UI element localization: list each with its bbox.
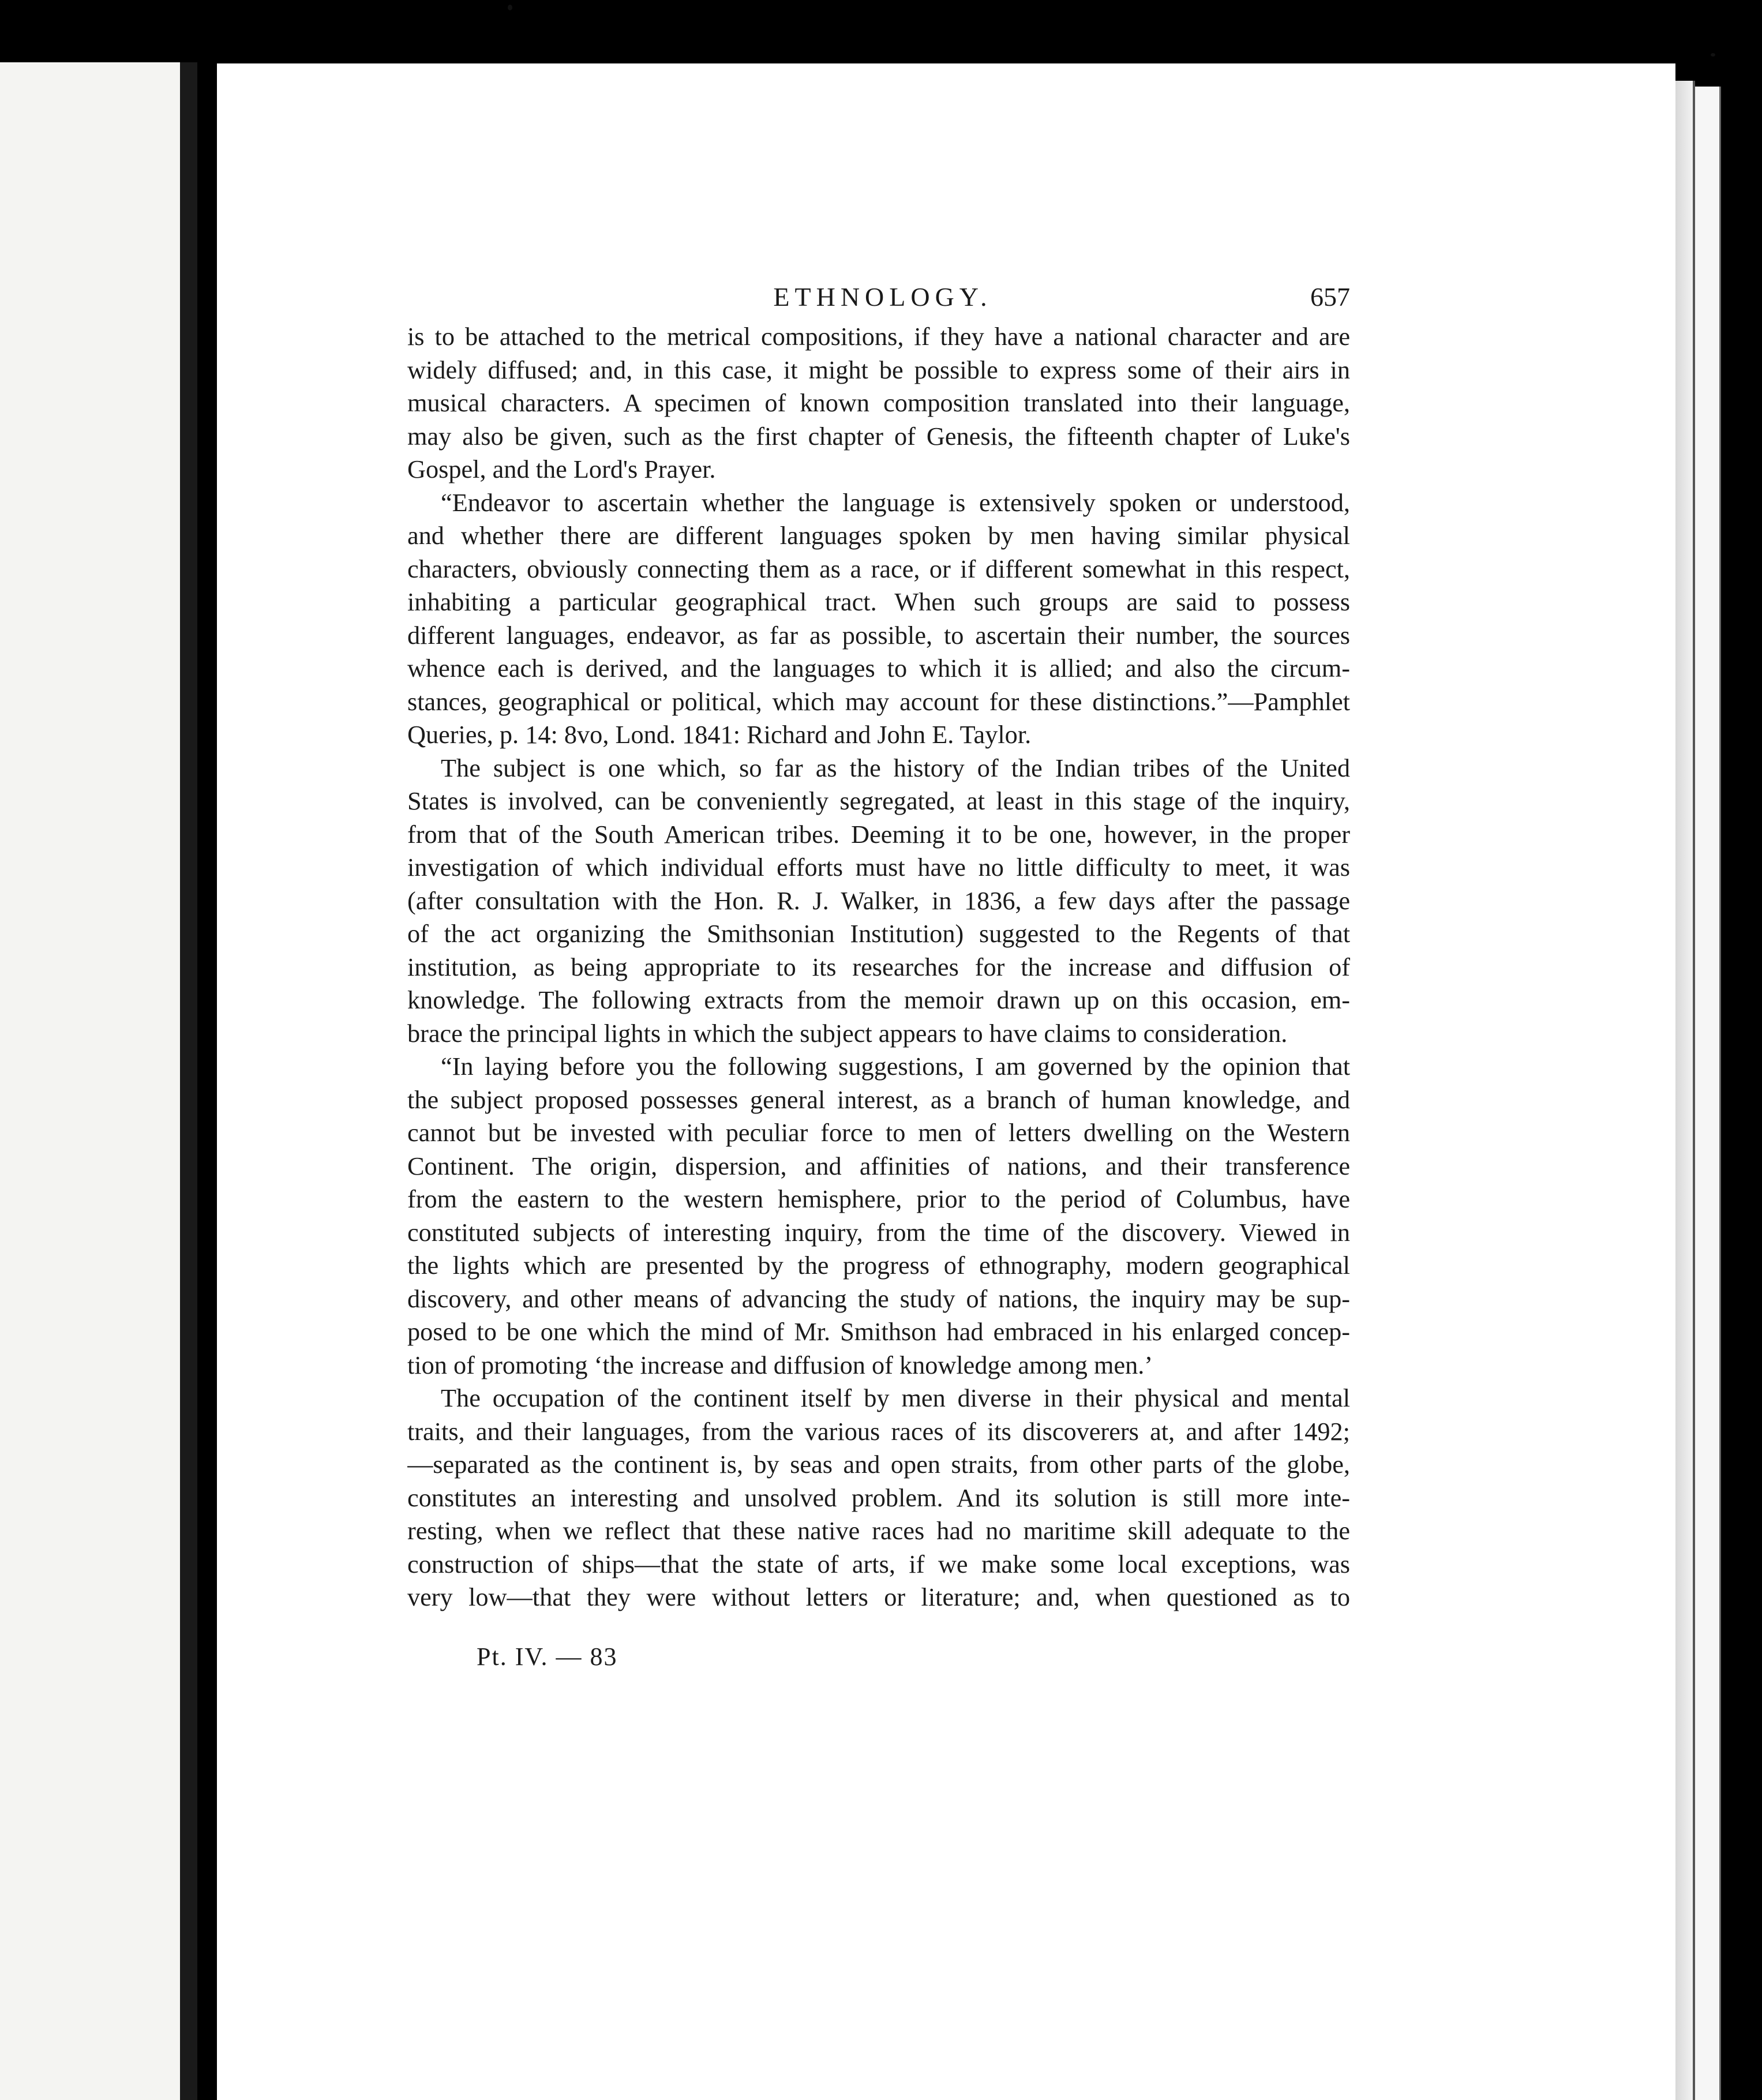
- text-line: brace the principal lights in which the subject appears to have claims to consideration.: [407, 1019, 1288, 1048]
- text-line: resting, when we reflect that these native races had no maritime skill adequate to the: [407, 1517, 1350, 1545]
- scan-speck: [508, 5, 512, 10]
- text-line: tion of promoting ‘the increase and diffusion of knowledge among men.’: [407, 1351, 1153, 1379]
- text-line: musical characters. A specimen of known composition translated into their language,: [407, 389, 1350, 417]
- scan-speck: [1711, 53, 1715, 57]
- text-line: The subject is one which, so far as the history of the Indian tribes of the United: [441, 753, 1350, 782]
- text-line: “Endeavor to ascertain whether the language is extensively spoken or understood,: [441, 488, 1350, 517]
- text-line: discovery, and other means of advancing the study of nations, the inquiry may be sup-: [407, 1284, 1350, 1313]
- text-line: may also be given, such as the first chapter of Genesis, the fifteenth chapter of Luke's: [407, 422, 1350, 451]
- text-line: is to be attached to the metrical compositions, if they have a national character and are: [407, 322, 1350, 351]
- book-gutter: [180, 62, 197, 2100]
- text-line: constitutes an interesting and unsolved problem. And its solution is still more inte-: [407, 1483, 1350, 1512]
- text-line: whence each is derived, and the languages to which it is allied; and also the circum-: [407, 654, 1350, 682]
- text-line: “In laying before you the following suggestions, I am governed by the opinion that: [441, 1052, 1350, 1081]
- text-line: investigation of which individual efforts must have no little difficulty to meet, it was: [407, 853, 1350, 882]
- page-edge-line: [1719, 87, 1721, 2100]
- signature-mark: Pt. IV. — 83: [477, 1642, 618, 1671]
- facing-page: [0, 62, 180, 2100]
- text-line: from that of the South American tribes. Deeming it to be one, however, in the proper: [407, 820, 1350, 849]
- text-line: constituted subjects of interesting inquiry, from the time of the discovery. Viewed in: [407, 1218, 1350, 1247]
- text-line: (after consultation with the Hon. R. J. Walker, in 1836, a few days after the passage: [407, 886, 1350, 915]
- text-line: The occupation of the continent itself by men diverse in their physical and mental: [441, 1384, 1350, 1412]
- text-line: Gospel, and the Lord's Prayer.: [407, 455, 716, 483]
- text-line: from the eastern to the western hemisphere, prior to the period of Columbus, have: [407, 1185, 1350, 1213]
- text-line: construction of ships—that the state of arts, if we make some local exceptions, was: [407, 1550, 1350, 1578]
- next-page-edge: [1695, 87, 1719, 2100]
- text-line: States is involved, can be conveniently segregated, at least in this stage of the inquiry,: [407, 787, 1350, 815]
- paragraph: [407, 486, 1350, 752]
- text-line: Queries, p. 14: 8vo, Lond. 1841: Richard and John E. Taylor.: [407, 721, 1032, 749]
- page-number: 657: [1310, 282, 1350, 312]
- body-text: [407, 320, 1350, 1614]
- text-line: widely diffused; and, in this case, it might be possible to express some of their airs in: [407, 355, 1350, 384]
- paragraph: [407, 752, 1350, 1051]
- text-line: of the act organizing the Smithsonian Institution) suggested to the Regents of that: [407, 920, 1350, 948]
- text-line: different languages, endeavor, as far as possible, to ascertain their number, the sources: [407, 621, 1350, 650]
- text-line: institution, as being appropriate to its researches for the increase and diffusion of: [407, 952, 1350, 981]
- paragraph: [407, 320, 1350, 486]
- text-line: traits, and their languages, from the various races of its discoverers at, and after 1492;: [407, 1417, 1350, 1446]
- text-line: characters, obviously connecting them as a race, or if different somewhat in this respect,: [407, 554, 1350, 583]
- paragraph: [407, 1050, 1350, 1382]
- paragraph: [407, 1382, 1350, 1614]
- text-line: the lights which are presented by the progress of ethnography, modern geographical: [407, 1251, 1350, 1280]
- text-line: inhabiting a particular geographical tract. When such groups are said to possess: [407, 588, 1350, 616]
- text-line: knowledge. The following extracts from the memoir drawn up on this occasion, em-: [407, 986, 1350, 1014]
- text-line: cannot but be invested with peculiar force to men of letters dwelling on the Western: [407, 1119, 1350, 1147]
- page-edge-shadow: [1675, 81, 1693, 2100]
- text-line: Continent. The origin, dispersion, and affinities of nations, and their transference: [407, 1152, 1350, 1180]
- running-head: ETHNOLOGY.: [773, 282, 992, 312]
- text-line: stances, geographical or political, which may account for these distinctions.”—Pamphlet: [407, 687, 1350, 716]
- page-header: [415, 277, 1350, 317]
- text-line: very low—that they were without letters or literature; and, when questioned as to: [407, 1583, 1350, 1611]
- text-line: the subject proposed possesses general interest, as a branch of human knowledge, and: [407, 1085, 1350, 1114]
- text-line: posed to be one which the mind of Mr. Smithson had embraced in his enlarged concep-: [407, 1318, 1350, 1346]
- text-line: and whether there are different languages spoken by men having similar physical: [407, 522, 1350, 550]
- text-line: —separated as the continent is, by seas and open straits, from other parts of the globe,: [407, 1450, 1350, 1479]
